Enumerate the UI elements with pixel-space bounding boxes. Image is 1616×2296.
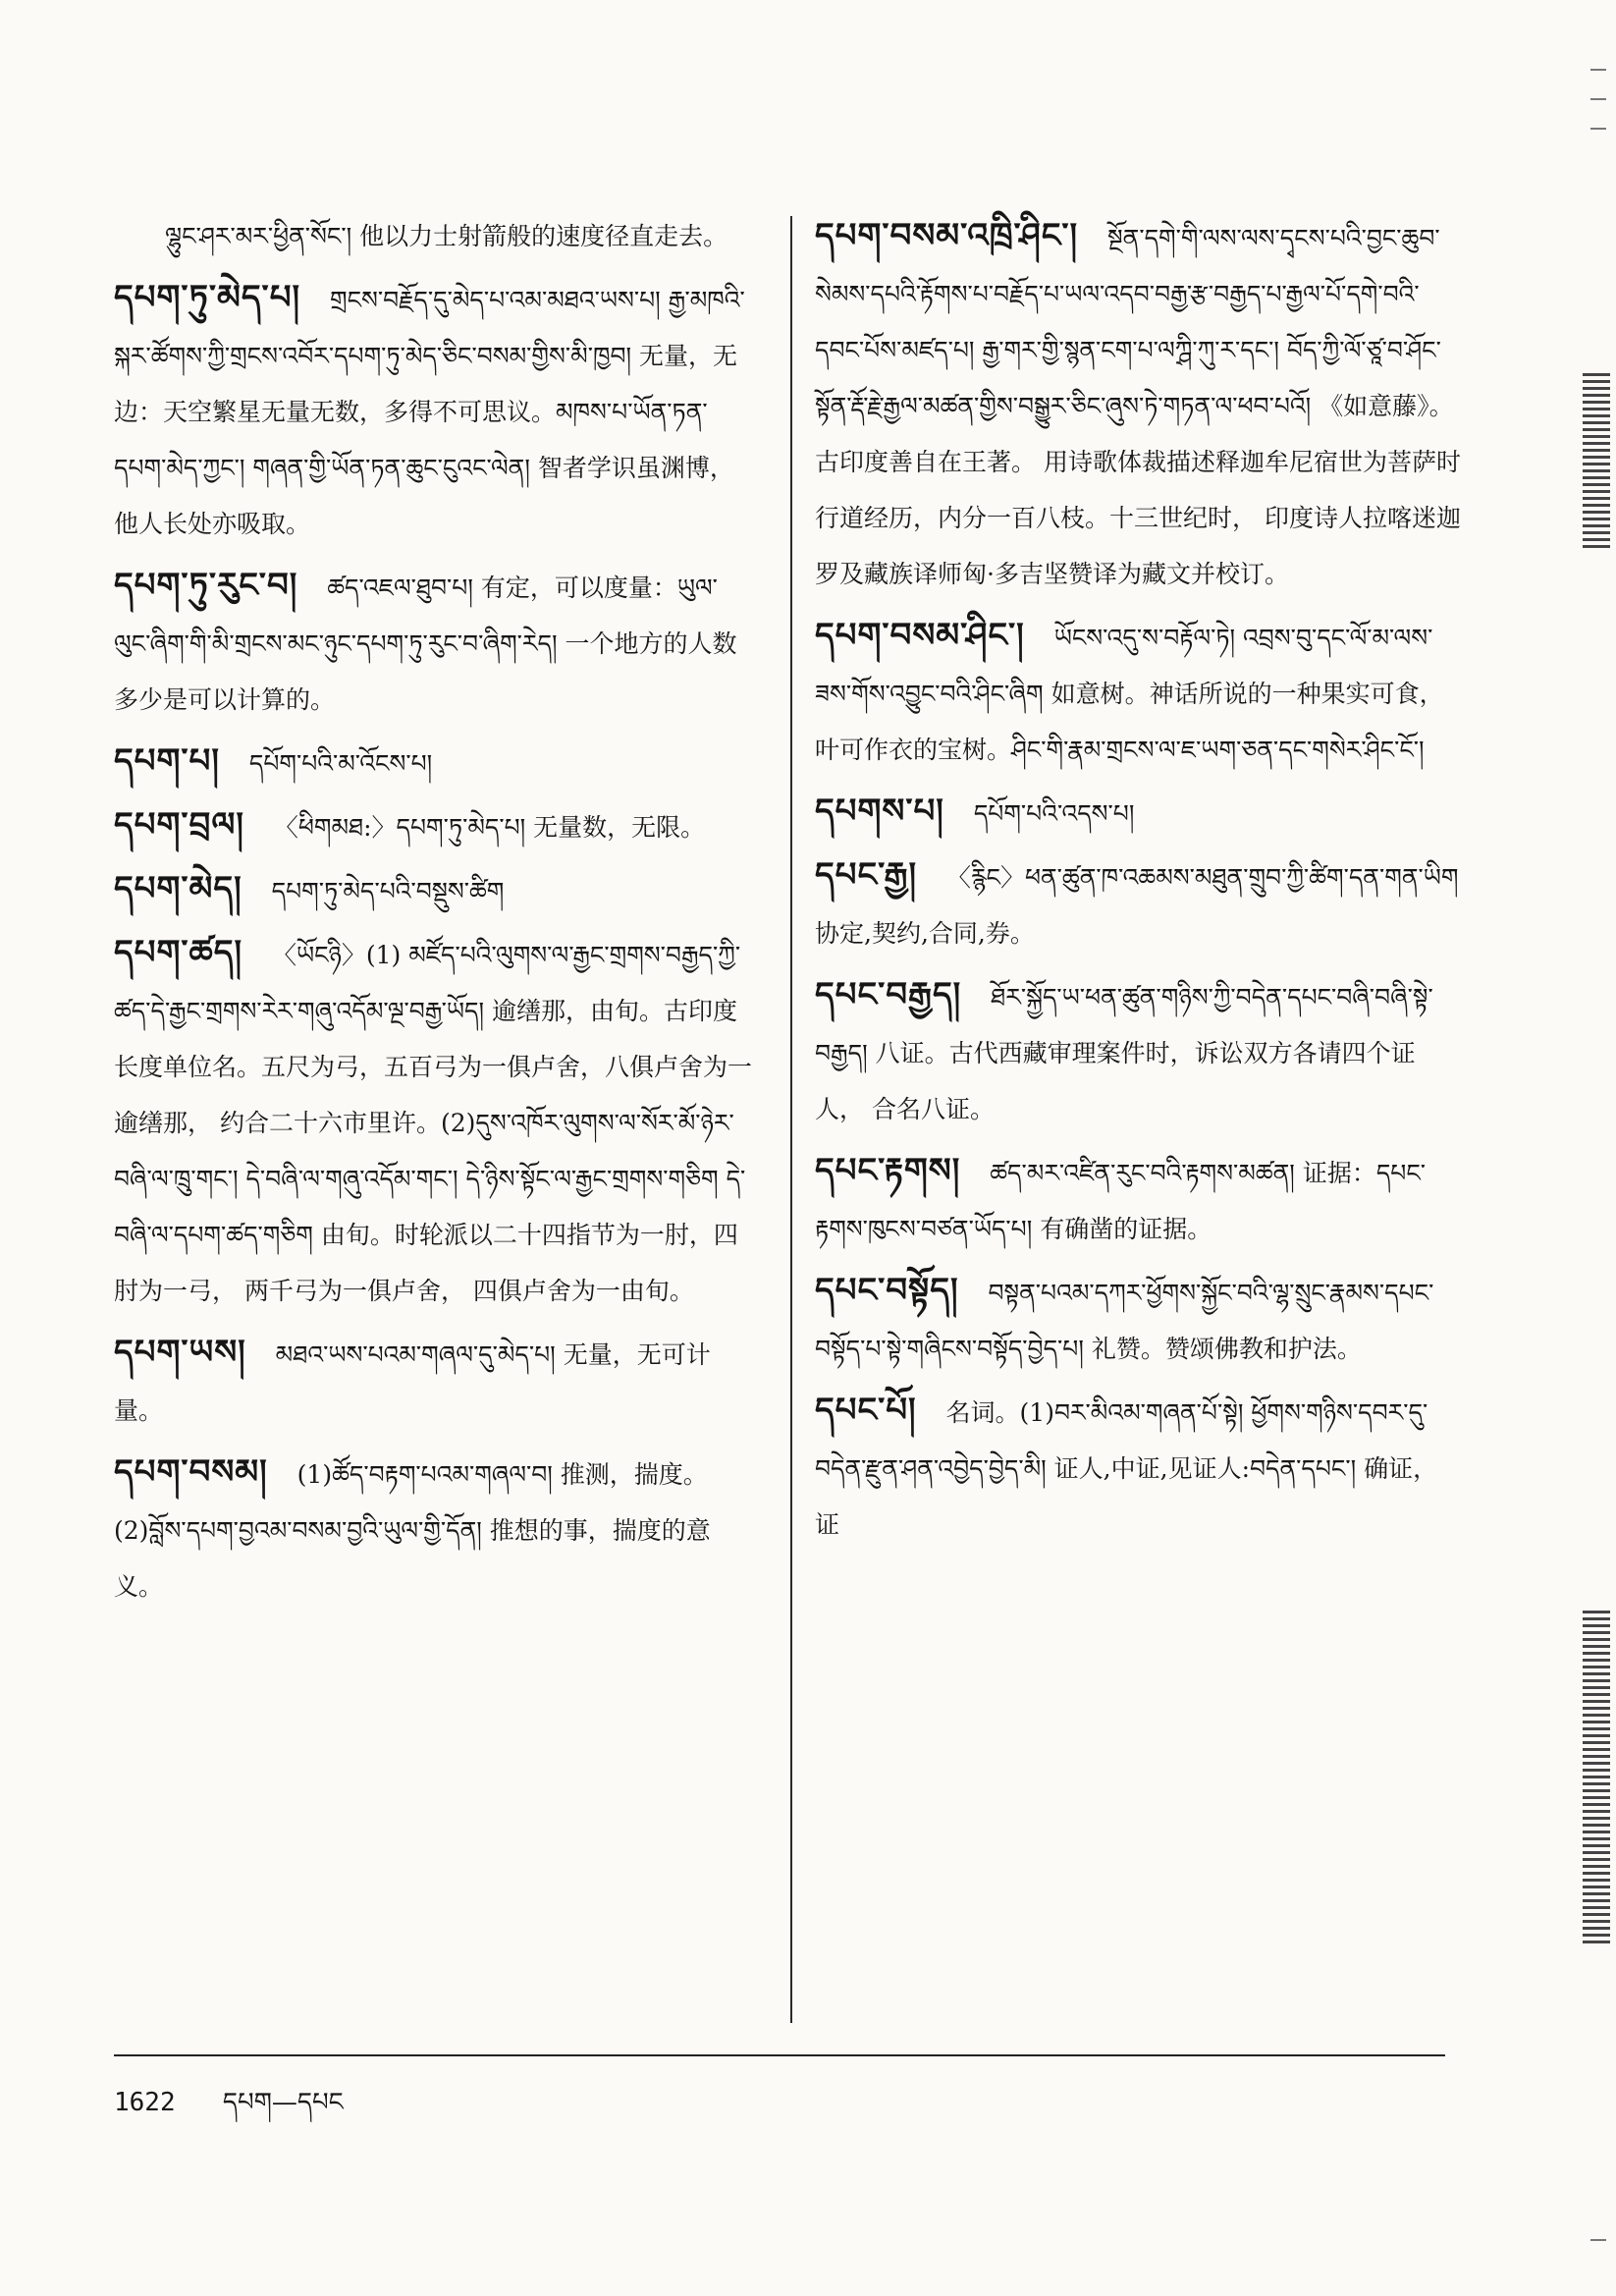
entry-definition: 他以力士射箭般的速度径直走去。 (359, 222, 728, 250)
dictionary-entry (815, 847, 1463, 961)
entry-headword: དཔང་བསྟོད། (815, 1271, 959, 1310)
entry-definition: 有定，可以度量：ཡུལ་ལུང་ཞིག་གི་མི་གྲངས་མང་ཉུང་དཔག་ཏུ་རུང་བ་ཞིག་རེད། 一个地方的人数多少是可以计算的。 (114, 574, 737, 714)
entry-tibetan: 〈རྙིང〉ཕན་ཚུན་ཁ་འཆམས་མཐུན་གྲུབ་ཀྱི་ཚིག་དན་གན་ཡིག (945, 863, 1459, 892)
dictionary-entry (114, 208, 752, 264)
entry-headword: དཔག་བྲལ། (114, 805, 244, 845)
entry-definition: 证据：དཔང་རྟགས་ཁུངས་བཙན་ཡོད་པ། 有确凿的证据。 (815, 1159, 1426, 1243)
margin-bar (1583, 373, 1610, 550)
entry-tibetan: བསྟན་པའམ་དཀར་ཕྱོགས་སྐྱོང་བའི་ལྷ་སྲུང་རྣམས་དཔང་བསྟོད་པ་སྟེ་གཞིངས་བསྟོད་བྱེད་པ། (815, 1279, 1434, 1363)
entry-definition: 无量，无边：天空繁星无量无数，多得不可思议。མཁས་པ་ཡོན་ཏན་དཔག་མེད་ཀྱང་། གཞན་གྱི་ཡོན་ཏན་ཆུང་ངུའང་ལེན། 智者学识虽渊博，他人长处亦吸取。 (114, 342, 737, 538)
entry-tibetan: དཔོག་པའི་འདས་པ། (973, 799, 1135, 828)
dictionary-entry (114, 861, 752, 919)
page-number: 1622 (114, 2088, 176, 2117)
entry-headword: དཔག་པ། (114, 741, 220, 781)
entry-headword: དཔག་མེད། (114, 869, 242, 908)
entry-definition: 逾缮那，由旬。古印度长度单位名。五尺为弓，五百弓为一俱卢舍，八俱卢舍为一逾缮那， 约合二十六市里许。(2)དུས་འཁོར་ལུགས་ལ་སོར་མོ་ཉེར་བཞི་ལ་ཁྲུ་གང་། དེ་བཞི་ལ་གཞུ་འདོམ་གང་། དེ་ཉིས་སྟོང་ལ་རྒྱང་གྲགས་གཅིག དེ་བཞི་ལ་དཔག་ཚད་གཅིག 由旬。时轮派以二十四指节为一肘，四肘为一弓， 两千弓为一俱卢舍， 四俱卢舍为一由旬。 (114, 997, 753, 1305)
entry-tibetan: དཔག་ཏུ་མེད་པའི་བསྡུས་ཚིག (271, 877, 505, 905)
entry-tibetan: ཐོར་སྐྱོད་ཡ་ཕན་ཚུན་གཉིས་ཀྱི་བདེན་དཔང་བཞི་བཞི་སྟེ་བརྒྱད། (815, 983, 1433, 1067)
dictionary-entry (815, 967, 1463, 1137)
entry-definition: 《如意藤》。古印度善自在王著。 用诗歌体裁描述释迦牟尼宿世为菩萨时行道经历，内分一百八枝。十三世纪时， 印度诗人拉喀迷迦罗及藏族译师匈·多吉坚赞译为藏文并校订。 (815, 392, 1461, 588)
dictionary-entry (114, 734, 752, 792)
entry-tibetan: ལྷུང་ཤར་མར་ཕྱིན་སོང་། (165, 222, 352, 250)
dictionary-entry (114, 1325, 752, 1439)
entry-definition: 无量，无可计量。 (114, 1340, 711, 1425)
margin-bar (1583, 1611, 1610, 1944)
dictionary-entry (815, 608, 1463, 778)
entry-tibetan: སྔོན་དགེ་གི་ལས་ལས་དྭངས་པའི་བྱང་ཆུབ་སེམས་དཔའི་རྟོགས་པ་བརྗོད་པ་ཡལ་འདབ་བརྒྱ་རྩ་བརྒྱད་པ་རྒྱལ་པོ་དགེ་བའི་དབང་པོས་མཛད་པ། རྒྱ་གར་གྱི་སྙན་ངག་པ་ལཀྴི་ཀུ་ར་དང་། བོད་ཀྱི་ལོ་ཙཱ་བ་ཤོང་སྟོན་རྡོ་རྗེ་རྒྱལ་མཚན་གྱིས་བསྒྱུར་ཅིང་ཞུས་ཏེ་གཏན་ལ་ཕབ་པའོ། (815, 224, 1441, 420)
dictionary-entry (114, 270, 752, 552)
dictionary-entry (815, 208, 1463, 602)
entry-tibetan: མཐའ་ཡས་པའམ་གཞལ་དུ་མེད་པ། (275, 1340, 556, 1369)
dictionary-entry (815, 1383, 1463, 1553)
entry-headword: དཔག་ཏུ་མེད་པ། (114, 278, 301, 317)
entry-tibetan: 〈ཕིགམཐ:〉དཔག་ཏུ་མེད་པ། (273, 813, 526, 842)
dictionary-entry (114, 558, 752, 728)
entry-headword: དཔག་ཏུ་རུང་བ། (114, 566, 298, 605)
dictionary-entry (815, 784, 1463, 842)
entry-headword: དཔག་ཡས། (114, 1333, 246, 1372)
dictionary-entry (815, 1143, 1463, 1257)
entry-tibetan: ཚད་འཇལ་ཐུབ་པ། (327, 574, 473, 602)
entry-definition: 无量数，无限。 (533, 813, 706, 842)
column-divider (790, 216, 792, 2023)
entry-headword: དཔགས་པ། (815, 792, 944, 831)
entry-definition: 八证。古代西藏审理案件时，诉讼双方各请四个证人， 合名八证。 (815, 1039, 1416, 1123)
entry-headword: དཔག་བསམ། (114, 1452, 268, 1492)
right-column (815, 208, 1463, 1558)
entry-headword: དཔང་པོ། (815, 1391, 917, 1430)
margin-tick (1590, 69, 1606, 71)
left-column (114, 208, 752, 1620)
entry-tibetan: དཔོག་པའི་མ་འོངས་པ། (248, 749, 433, 778)
entry-headword: དཔང་རྒྱ། (815, 855, 918, 895)
dictionary-entry (815, 1263, 1463, 1377)
entry-tibetan: གྲངས་བརྗོད་དུ་མེད་པ་འམ་མཐའ་ཡས་པ། རྒྱ་མཁའི་སྐར་ཚོགས་ཀྱི་གྲངས་འབོར་དཔག་ཏུ་མེད་ཅིང་བསམ་གྱིས་མི་ཁྱབ། (114, 286, 745, 370)
dictionary-entry (114, 925, 752, 1319)
entry-definition: 名词。(1)བར་མིའམ་གཞན་པོ་སྟེ། ཕྱོགས་གཉིས་དབར་དུ་བདེན་རྫུན་ཤན་འབྱེད་བྱེད་མི། 证人,中证,见证人:བདེན་དཔང་། 确证， 证 (815, 1398, 1438, 1539)
entry-tibetan: ཚད་མར་འཛིན་རུང་བའི་རྟགས་མཚན། (990, 1159, 1295, 1187)
entry-headword: དཔང་རྟགས། (815, 1151, 961, 1190)
entry-headword: དཔག་ཚད། (114, 933, 242, 972)
page-range: དཔག—དཔང (222, 2088, 344, 2117)
entry-definition: 推测，揣度。(2)བློས་དཔག་བྱའམ་བསམ་བྱའི་ཡུལ་གྱི་དོན། 推想的事，揣度的意义。 (114, 1460, 711, 1601)
entry-tibetan: (1)ཚོད་བརྟག་པའམ་གཞལ་བ། (296, 1460, 553, 1489)
entry-headword: དཔག་བསམ་ཤིང་། (815, 616, 1025, 655)
dictionary-entry (114, 1445, 752, 1614)
entry-definition: 协定,契约,合同,券。 (815, 919, 1035, 948)
entry-tibetan: 〈ཡོངཉི〉(1) མཛོད་པའི་ལུགས་ལ་རྒྱང་གྲགས་བརྒྱད་ཀྱི་ཚད་དེ་རྒྱང་གྲགས་རེར་གཞུ་འདོམ་ལྔ་བརྒྱ་ཡོད། (114, 941, 741, 1025)
entry-definition: 如意树。神话所说的一种果实可食，叶可作衣的宝树。ཤིང་གི་རྣམ་གྲངས་ལ་ཇ་ཡག་ཅན་དང་གསེར་ཤིང་ངོ་། (815, 680, 1444, 764)
entry-tibetan: ཡོངས་འདུ་ས་བརྟོལ་ཏེ། འབྲས་བུ་དང་ལོ་མ་ལས་ཟས་གོས་འབྱུང་བའི་ཤིང་ཞིག (815, 624, 1433, 708)
entry-headword: དཔག་བསམ་འཁྲི་ཤིང་། (815, 216, 1079, 255)
dictionary-entry (114, 797, 752, 855)
footer-rule (114, 2054, 1445, 2056)
entry-definition: 礼赞。赞颂佛教和护法。 (1091, 1335, 1362, 1363)
scan-margin-marks (1577, 0, 1616, 2296)
margin-tick (1590, 128, 1606, 130)
page-footer (114, 2074, 344, 2146)
entry-headword: དཔང་བརྒྱད། (815, 975, 962, 1014)
margin-tick (1590, 2239, 1606, 2241)
margin-tick (1590, 98, 1606, 100)
